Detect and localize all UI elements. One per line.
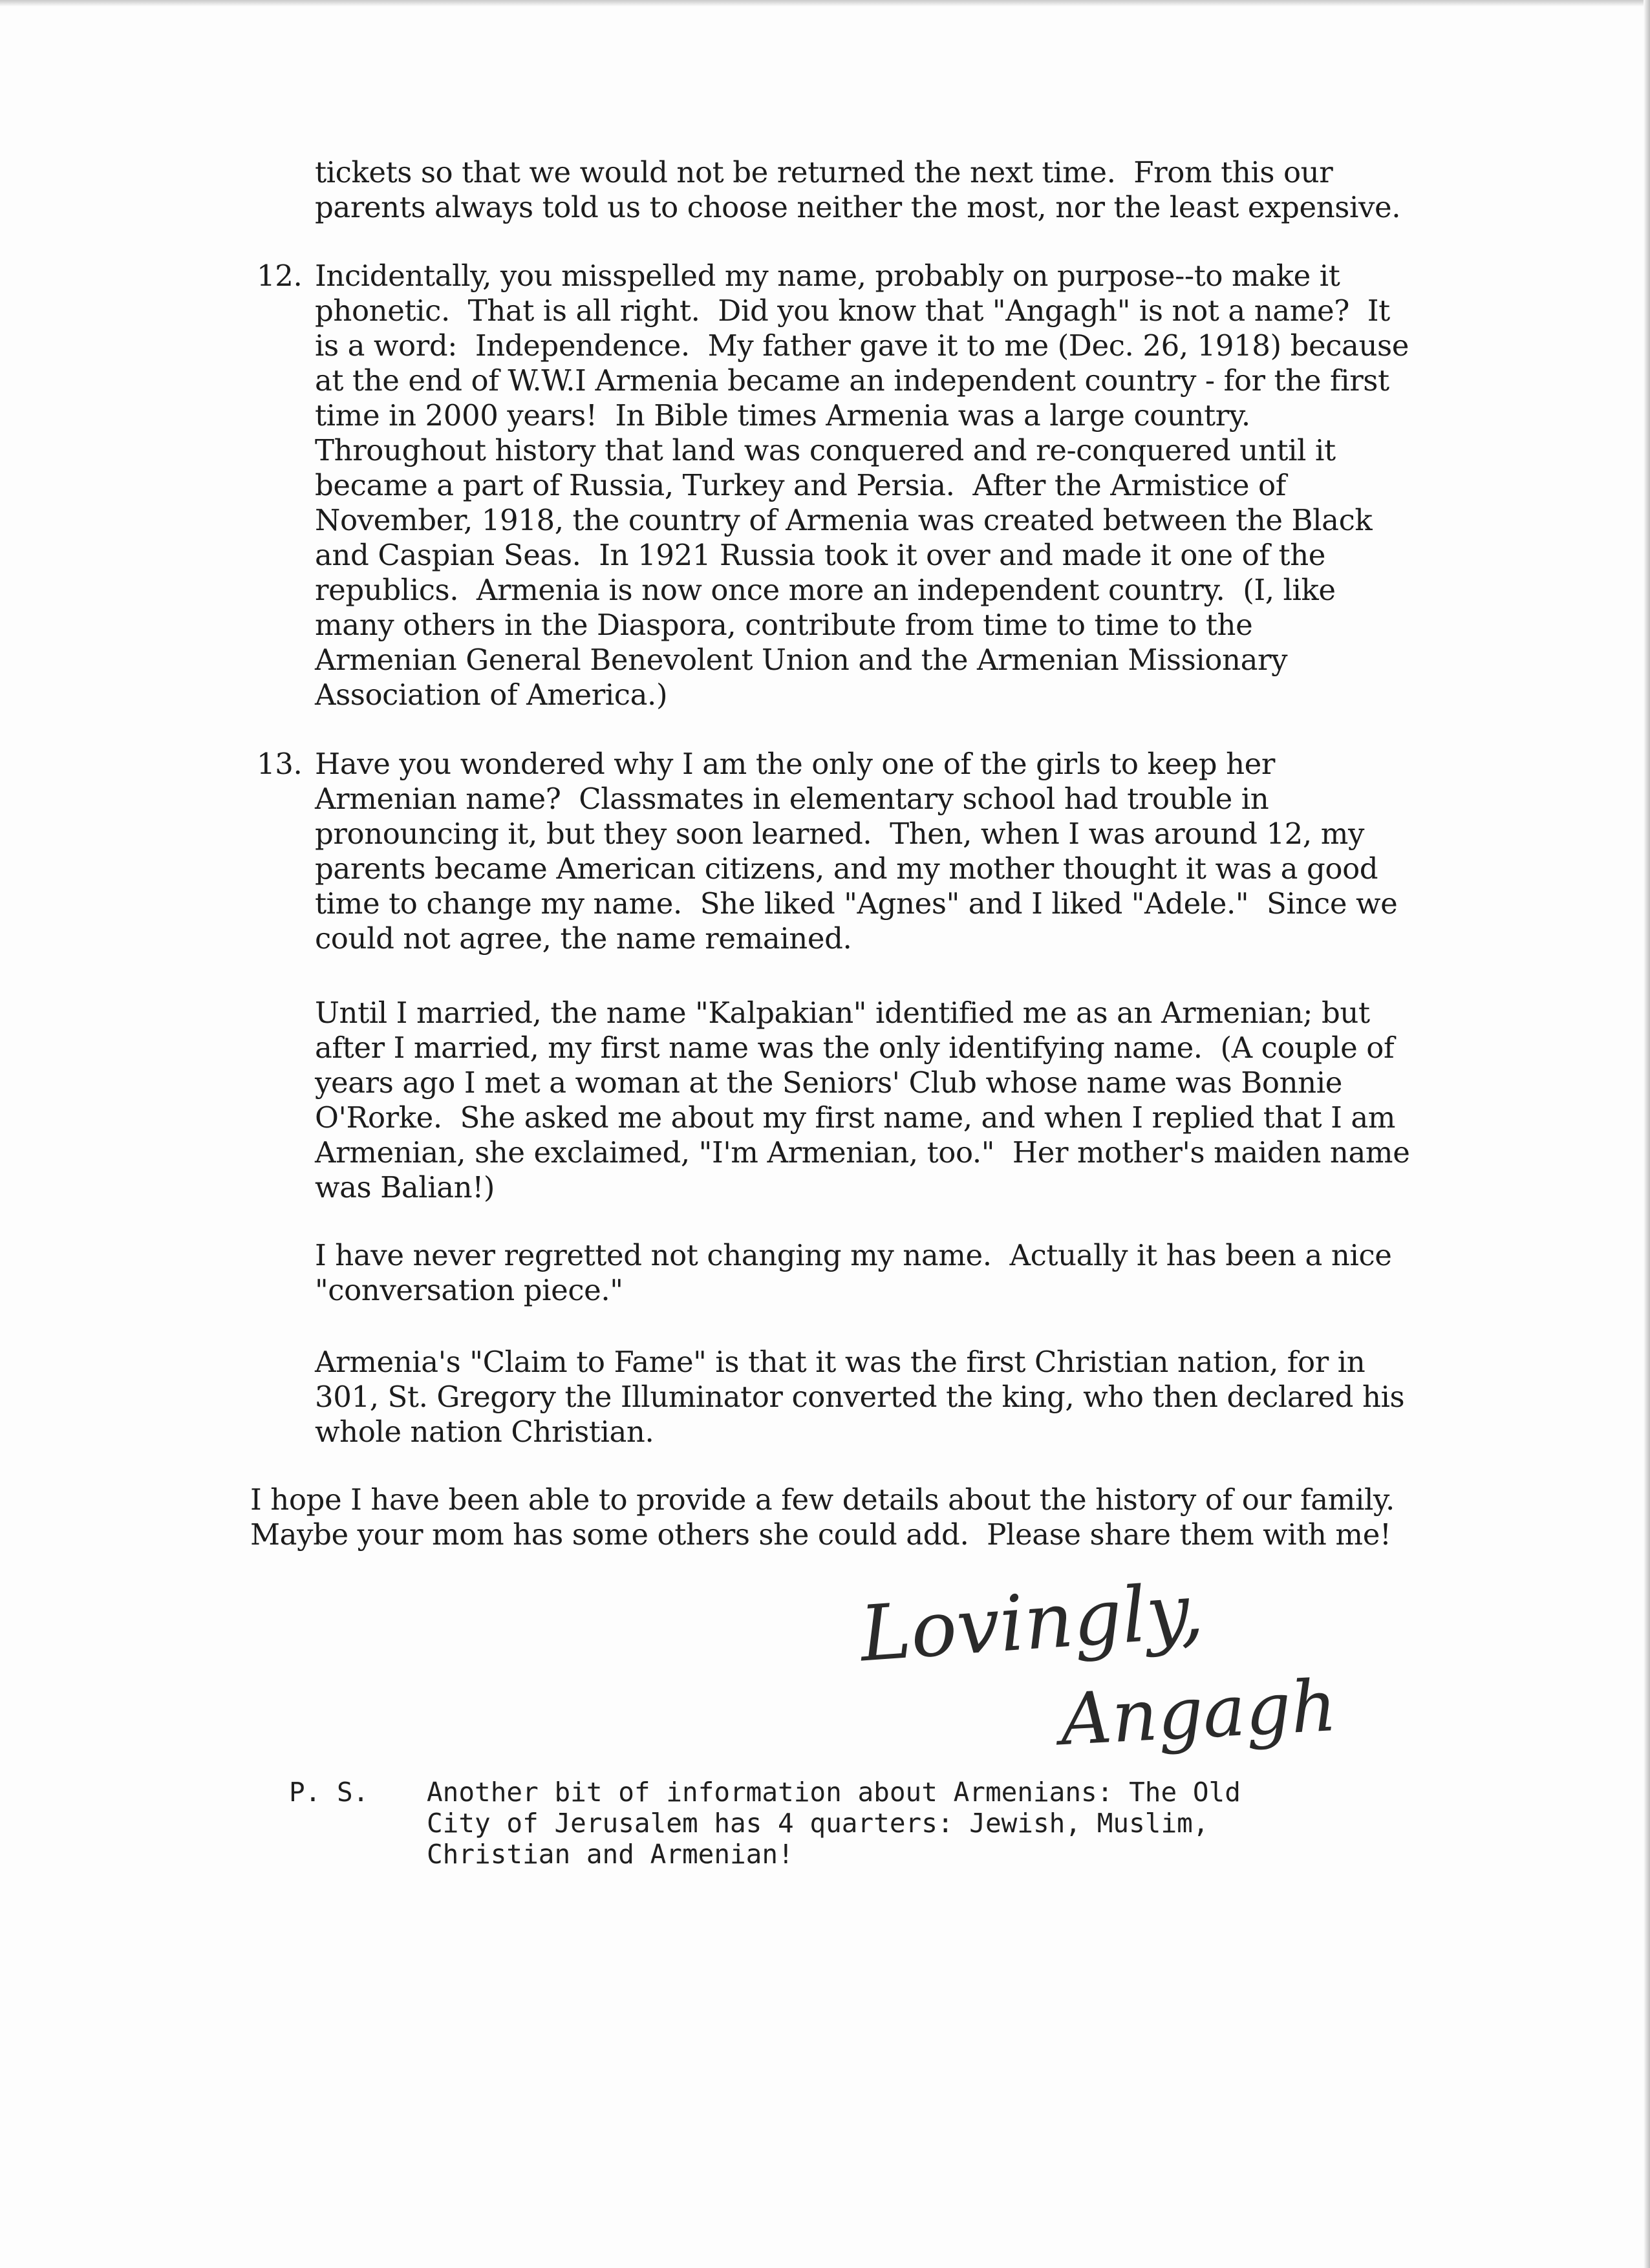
item-13-paragraph-3: I have never regretted not changing my name. Actually it has been a nice "conversation piece." — [315, 1238, 1392, 1307]
item-13-paragraph-2: Until I married, the name "Kalpakian" identified me as an Armenian; but after I married, my first name was the only identifying name. (A couple of years ago I met a woman at the Seniors' Club whose name was Bonnie O'Rorke. She asked me about my first name, and when I replied that I am Armenian, she exclaimed, "I'm Armenian, too." Her mother's maiden name was Balian!) — [315, 996, 1410, 1204]
item-12-number: 12. — [257, 259, 303, 293]
postscript-text: Another bit of information about Armenians: The Old City of Jerusalem has 4 quarters: Jewish, Muslim, Christian and Armenian! — [427, 1777, 1241, 1870]
item-13-paragraph-1: Have you wondered why I am the only one of the girls to keep her Armenian name? Classmates in elementary school had trouble in pronouncing it, but they soon learned. Then, when I was around 12, my parents became American citizens, and my mother thought it was a good time to change my name. She liked "Agnes" and I liked "Adele." Since we could not agree, the name remained. — [315, 747, 1398, 956]
item-13-paragraph-4: Armenia's "Claim to Fame" is that it was the first Christian nation, for in 301, St. Gregory the Illuminator converted the king, who then declared his whole nation Christian. — [315, 1345, 1405, 1449]
postscript-label: P. S. — [289, 1777, 369, 1808]
continuation-paragraph: tickets so that we would not be returned the next time. From this our parents always told us to choose neither the most, nor the least expensive. — [315, 155, 1401, 224]
scan-top-edge — [0, 0, 1650, 6]
signature-name: Angagh — [1058, 1664, 1339, 1762]
scan-right-edge — [1644, 0, 1650, 2268]
closing-paragraph: I hope I have been able to provide a few details about the history of our family. Maybe your mom has some others she could add. Please share them with me! — [250, 1482, 1395, 1552]
item-12-paragraph: Incidentally, you misspelled my name, probably on purpose--to make it phonetic. That is all right. Did you know that "Angagh" is not a name? It is a word: Independence. My father gave it to me (Dec. 26, 1918) because at the end of W.W.I Armenia became an independent country - for the first time in 2000 years! In Bible times Armenia was a large country. Throughout history that land was conquered and re-conquered until it became a part of Russia, Turkey and Persia. After the Armistice of November, 1918, the country of Armenia was created between the Black and Caspian Seas. In 1921 Russia took it over and made it one of the republics. Armenia is now once more an independent country. (I, like many others in the Diaspora, contribute from time to time to the Armenian General Benevolent Union and the Armenian Missionary Association of America.) — [315, 259, 1409, 712]
signature-closing: Lovingly, — [857, 1565, 1206, 1679]
item-13-number: 13. — [257, 747, 303, 781]
